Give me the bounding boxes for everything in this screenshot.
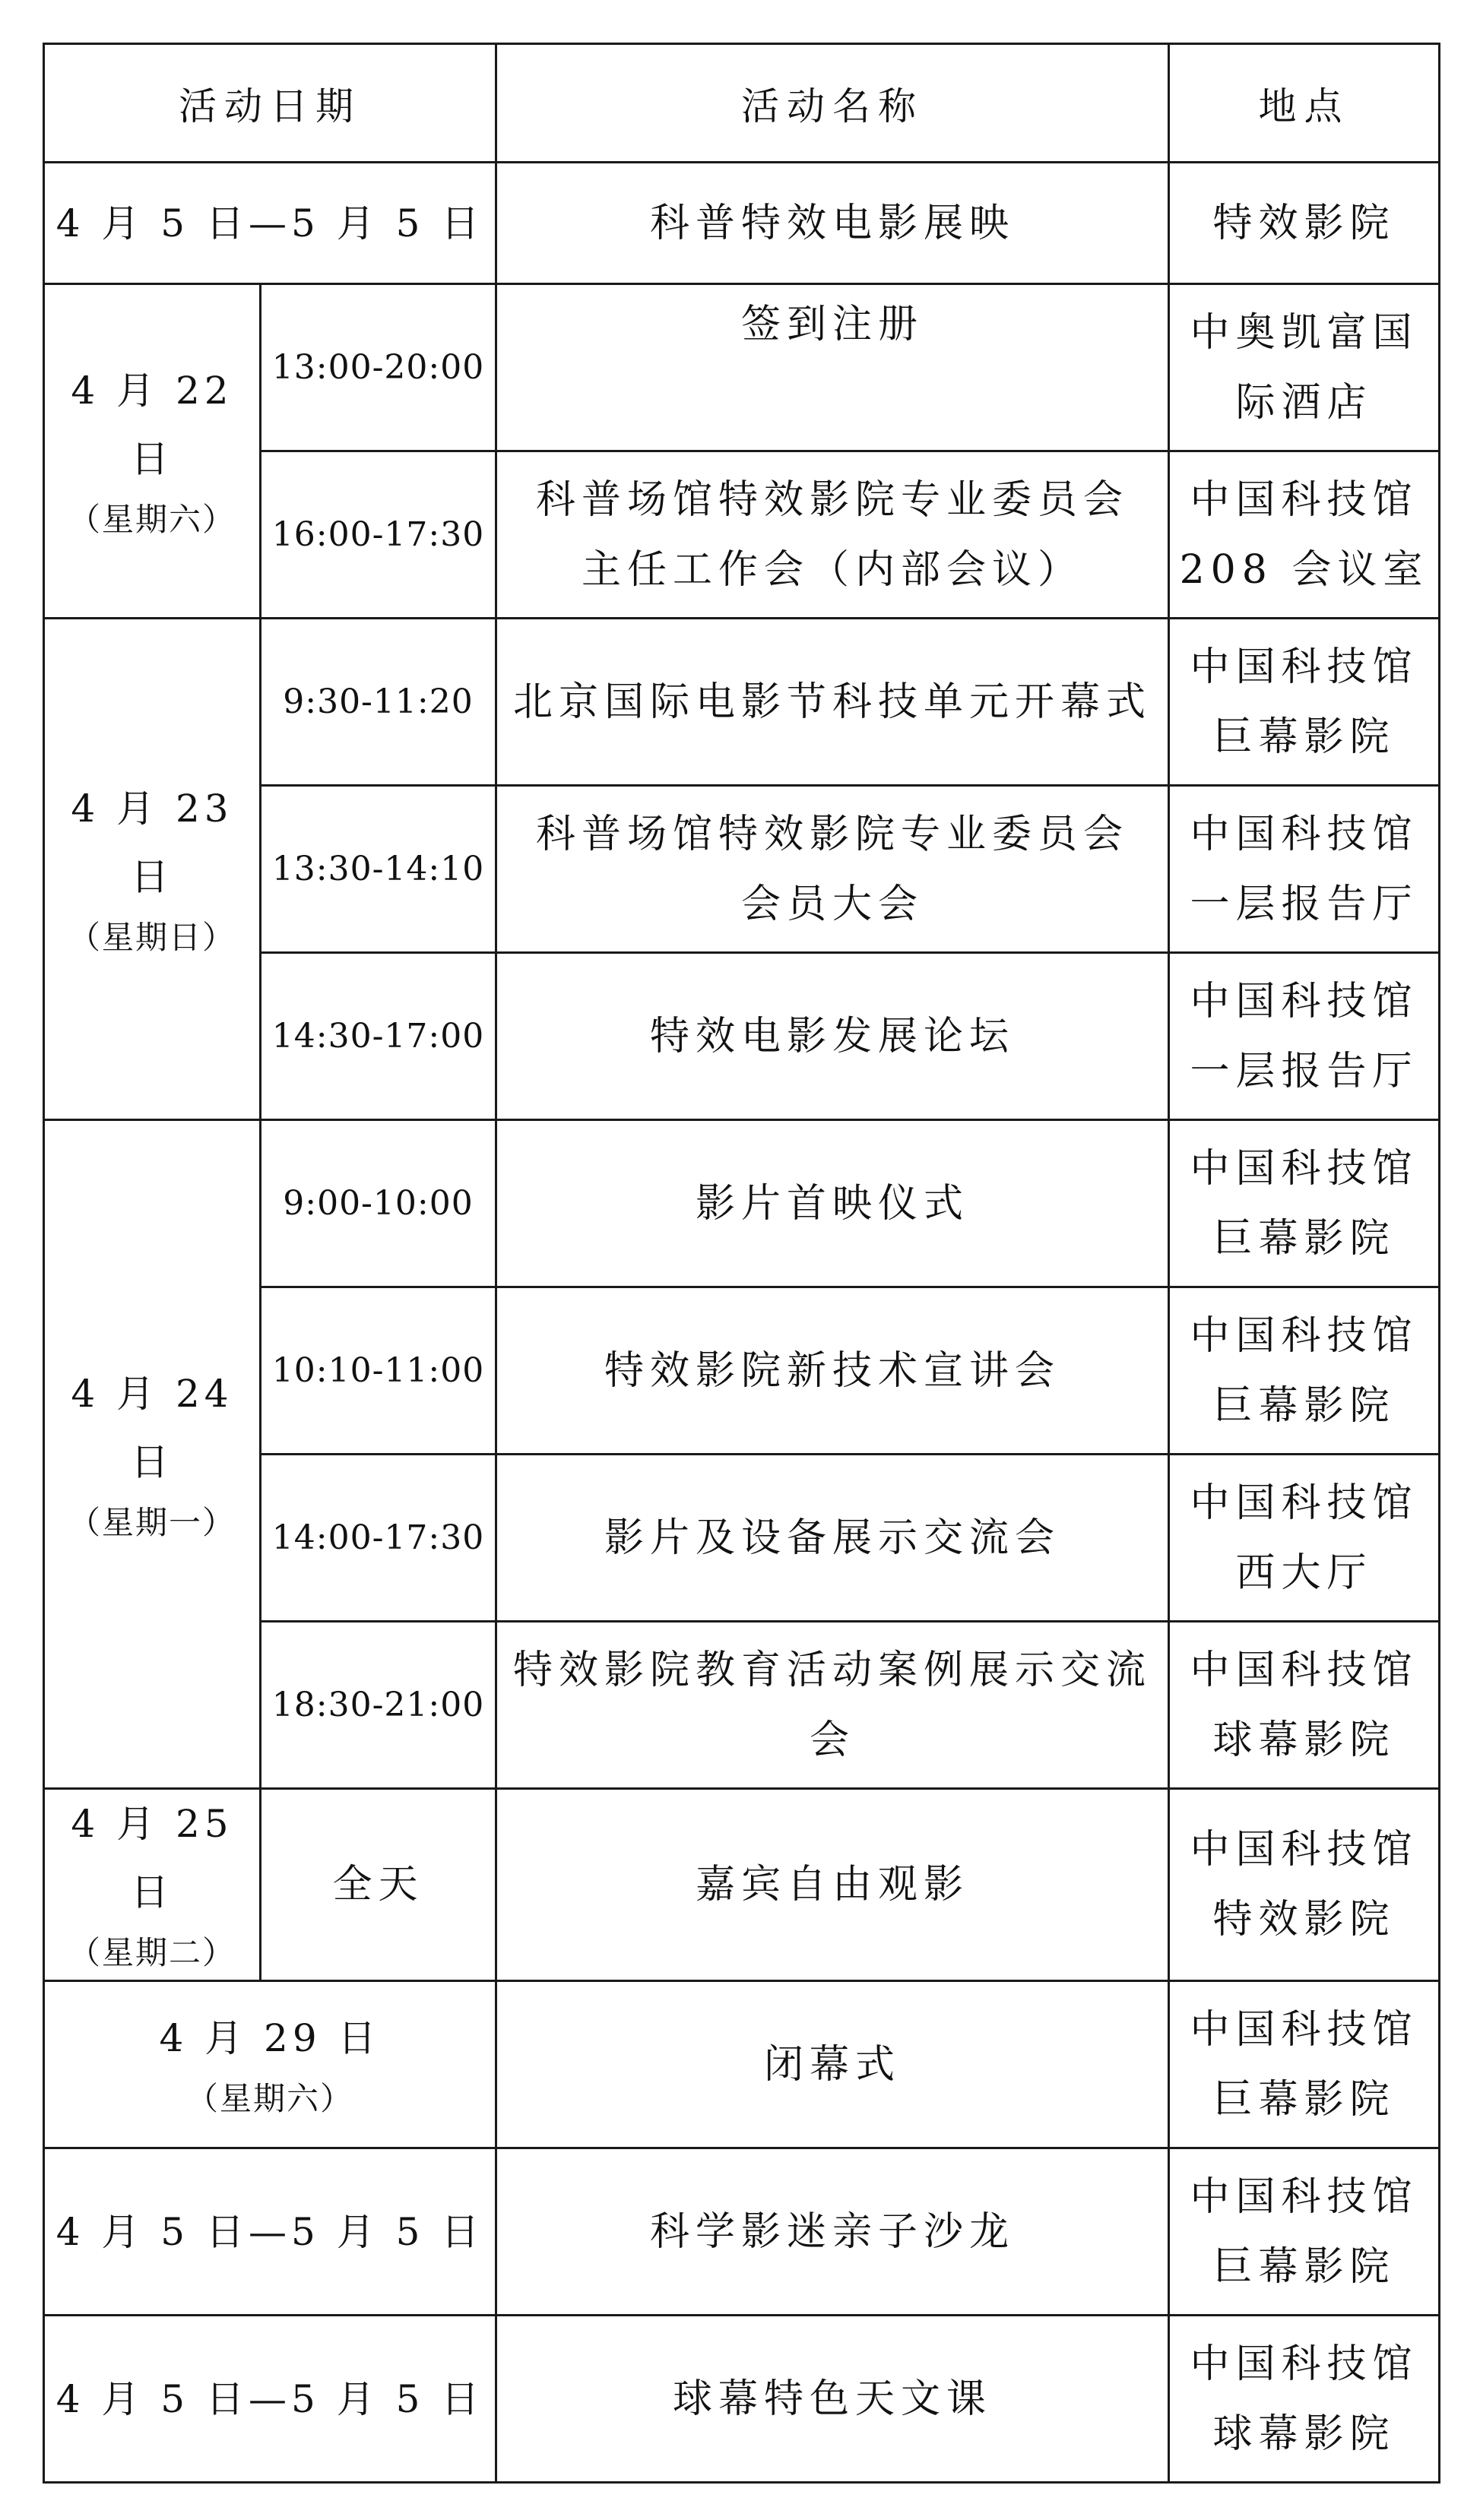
event-cell: 球幕特色天文课: [496, 2316, 1169, 2483]
location-line: 中国科技馆: [1190, 978, 1418, 1024]
header-location: 地点: [1169, 44, 1440, 163]
event-schedule-table: [43, 43, 1440, 2484]
location-line: 巨幕影院: [1212, 714, 1396, 760]
event-cell: 北京国际电影节科技单元开幕式: [496, 619, 1169, 786]
location-cell: [1169, 1455, 1440, 1622]
location-line: 中国科技馆: [1190, 2341, 1418, 2387]
weekday-text: （星期二）: [68, 1934, 236, 1971]
event-cell: 科普特效电影展映: [496, 163, 1169, 284]
location-line: 中国科技馆: [1190, 2173, 1418, 2220]
location-line: 特效影院: [1212, 200, 1396, 246]
date-text: 4 月 22 日: [71, 368, 233, 481]
location-line: 中国科技馆: [1190, 2006, 1418, 2053]
weekday-text: （星期六）: [68, 500, 236, 538]
time-cell: 13:30-14:10: [261, 786, 496, 953]
event-cell: 影片及设备展示交流会: [496, 1455, 1169, 1622]
location-line: 一层报告厅: [1190, 881, 1418, 927]
table-row: [44, 163, 1440, 284]
location-line: 中国科技馆: [1190, 476, 1418, 523]
location-line: 巨幕影院: [1212, 1215, 1396, 1262]
event-line: 会员大会: [740, 881, 924, 927]
time-cell: 14:30-17:00: [261, 953, 496, 1120]
event-cell: 嘉宾自由观影: [496, 1789, 1169, 1981]
location-cell: [1169, 953, 1440, 1120]
date-cell: [44, 284, 261, 619]
location-line: 中国科技馆: [1190, 811, 1418, 857]
location-line: 208 会议室: [1179, 546, 1429, 593]
event-cell: 签到注册: [496, 284, 1169, 451]
event-line: 主任工作会（内部会议）: [581, 546, 1083, 593]
date-cell: [44, 1789, 261, 1981]
event-cell: 特效影院新技术宣讲会: [496, 1287, 1169, 1455]
location-line: 中国科技馆: [1190, 1145, 1418, 1192]
table-header-row: [44, 44, 1440, 163]
location-line: 球幕影院: [1212, 2411, 1396, 2457]
location-line: 中国科技馆: [1190, 644, 1418, 690]
location-line: 巨幕影院: [1212, 1382, 1396, 1429]
time-cell: 16:00-17:30: [261, 451, 496, 619]
time-cell: 10:10-11:00: [261, 1287, 496, 1455]
header-date: 活动日期: [44, 44, 496, 163]
date-text: 4 月 24 日: [71, 1371, 233, 1484]
location-cell: [1169, 1622, 1440, 1789]
location-line: 中国科技馆: [1190, 1827, 1418, 1873]
event-line: 会: [809, 1717, 855, 1763]
date-cell: 4 月 5 日—5 月 5 日: [44, 2148, 496, 2316]
event-cell: 特效电影发展论坛: [496, 953, 1169, 1120]
time-cell: 全天: [261, 1789, 496, 1981]
date-cell: 4 月 5 日—5 月 5 日: [44, 2316, 496, 2483]
location-line: 特效影院: [1212, 1897, 1396, 1942]
table-row: [44, 1120, 1440, 1287]
date-cell: [44, 1120, 261, 1789]
location-line: 球幕影院: [1212, 1717, 1396, 1763]
location-line: 中奥凯富国: [1190, 309, 1418, 356]
location-line: 中国科技馆: [1190, 1312, 1418, 1359]
location-cell: [1169, 2316, 1440, 2483]
date-text: 4 月 23 日: [71, 786, 233, 899]
location-line: 西大厅: [1235, 1550, 1373, 1596]
table-row: [44, 619, 1440, 786]
location-cell: [1169, 1981, 1440, 2148]
location-cell: [1169, 1789, 1440, 1981]
date-cell: [44, 1981, 496, 2148]
location-line: 中国科技馆: [1190, 1647, 1418, 1693]
event-cell: 科学影迷亲子沙龙: [496, 2148, 1169, 2316]
date-cell: 4 月 5 日—5 月 5 日: [44, 163, 496, 284]
location-cell: [1169, 619, 1440, 786]
weekday-text: （星期日）: [68, 918, 236, 956]
event-cell: [496, 451, 1169, 619]
header-event-name: 活动名称: [496, 44, 1169, 163]
date-text: 4 月 29 日: [159, 2015, 381, 2060]
location-cell: [1169, 2148, 1440, 2316]
event-cell: 闭幕式: [496, 1981, 1169, 2148]
event-cell: [496, 786, 1169, 953]
table-row: [44, 2148, 1440, 2316]
location-cell: [1169, 451, 1440, 619]
location-line: 一层报告厅: [1190, 1048, 1418, 1094]
table-row: [44, 284, 1440, 451]
table-row: [44, 1789, 1440, 1981]
location-cell: [1169, 284, 1440, 451]
date-text: 4 月 25 日: [71, 1802, 233, 1914]
time-cell: 9:30-11:20: [261, 619, 496, 786]
time-cell: 18:30-21:00: [261, 1622, 496, 1789]
event-line: 科普场馆特效影院专业委员会: [535, 476, 1129, 523]
time-cell: 13:00-20:00: [261, 284, 496, 451]
date-cell: [44, 619, 261, 1120]
location-line: 巨幕影院: [1212, 2076, 1396, 2123]
location-line: 中国科技馆: [1190, 1480, 1418, 1526]
location-cell: [1169, 786, 1440, 953]
weekday-text: （星期一）: [68, 1503, 236, 1541]
table-row: [44, 2316, 1440, 2483]
time-cell: 14:00-17:30: [261, 1455, 496, 1622]
table-row: [44, 1981, 1440, 2148]
location-cell: [1169, 1287, 1440, 1455]
event-cell: [496, 1622, 1169, 1789]
location-line: 际酒店: [1235, 379, 1373, 426]
location-line: 巨幕影院: [1212, 2243, 1396, 2290]
event-line: 特效影院教育活动案例展示交流: [512, 1647, 1152, 1693]
event-cell: 影片首映仪式: [496, 1120, 1169, 1287]
weekday-text: （星期六）: [185, 2079, 353, 2117]
location-cell: [1169, 1120, 1440, 1287]
location-cell: [1169, 163, 1440, 284]
time-cell: 9:00-10:00: [261, 1120, 496, 1287]
event-line: 科普场馆特效影院专业委员会: [535, 811, 1129, 857]
